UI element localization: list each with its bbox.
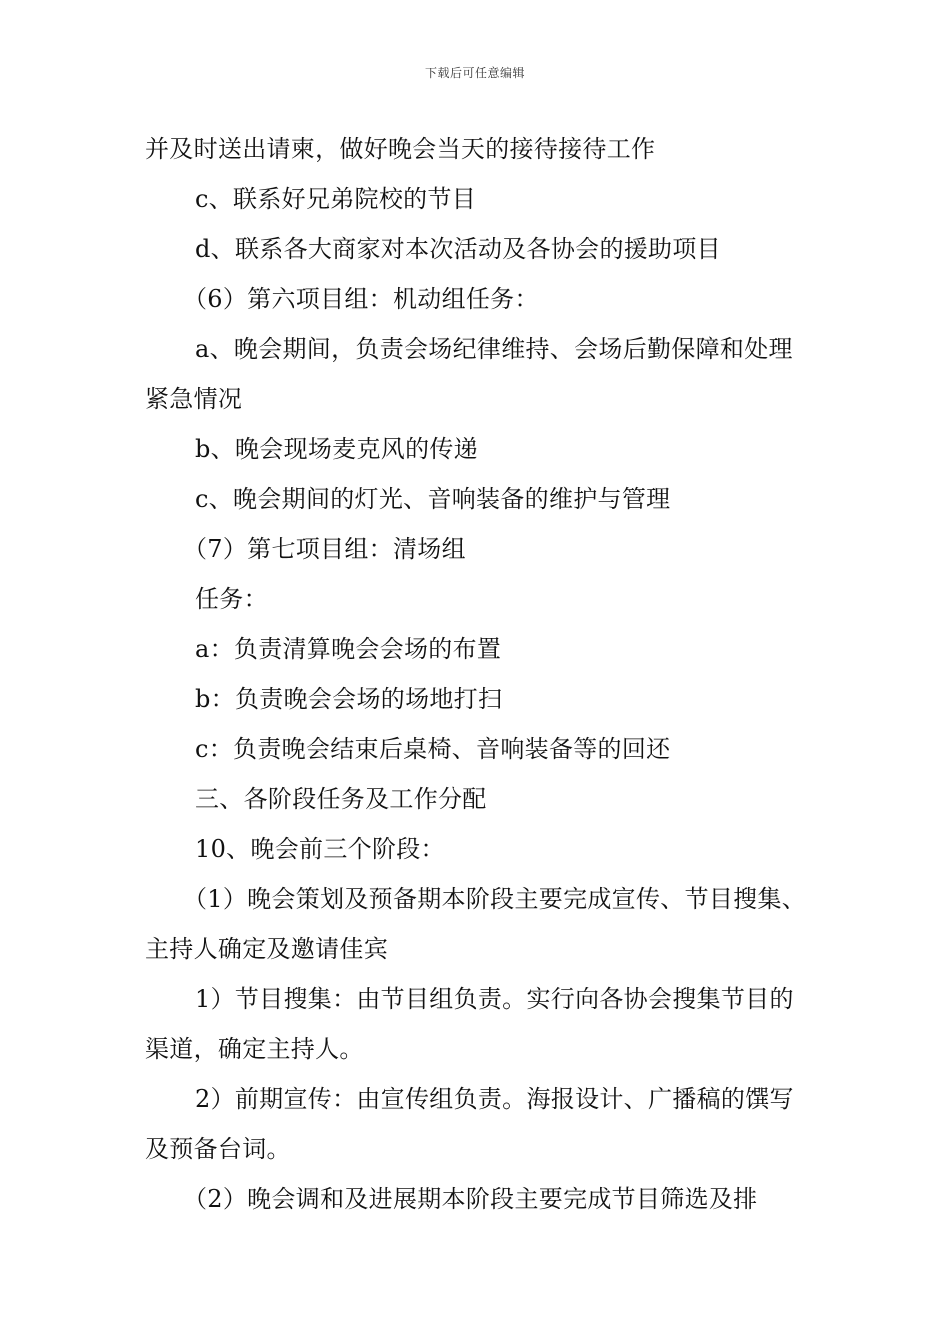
paragraph-13: 三、各阶段任务及工作分配 (195, 785, 487, 813)
paragraph-16: 1）节目搜集：由节目组负责。实行向各协会搜集节目的渠道，确定主持人。 (145, 985, 794, 1063)
paragraph-11: b：负责晚会会场的场地打扫 (195, 685, 503, 713)
paragraph-3: d、联系各大商家对本次活动及各协会的援助项目 (195, 235, 721, 263)
paragraph-8: （7）第七项目组：清场组 (183, 535, 466, 563)
paragraph-1: 并及时送出请柬，做好晚会当天的接待接待工作 (145, 135, 656, 163)
paragraph-6: b、晚会现场麦克风的传递 (195, 435, 478, 463)
paragraph-2: c、联系好兄弟院校的节目 (195, 185, 477, 213)
paragraph-17: 2）前期宣传：由宣传组负责。海报设计、广播稿的馔写及预备台词。 (145, 1085, 794, 1163)
paragraph-14: 10、晚会前三个阶段： (195, 835, 445, 863)
paragraph-12: c：负责晚会结束后桌椅、音响装备等的回还 (195, 735, 671, 763)
page-header: 下载后可任意编辑 (424, 66, 525, 80)
document-body (145, 124, 810, 1224)
paragraph-10: a：负责清算晚会会场的布置 (195, 635, 502, 663)
paragraph-15: （1）晚会策划及预备期本阶段主要完成宣传、节目搜集、主持人确定及邀请佳宾 (145, 885, 807, 963)
paragraph-9: 任务： (195, 585, 268, 613)
paragraph-5: a、晚会期间，负责会场纪律维持、会场后勤保障和处理紧急情况 (145, 335, 793, 413)
paragraph-7: c、晚会期间的灯光、音响装备的维护与管理 (195, 485, 671, 513)
paragraph-18: （2）晚会调和及进展期本阶段主要完成节目筛选及排 (183, 1185, 758, 1213)
paragraph-4: （6）第六项目组：机动组任务： (183, 285, 539, 313)
